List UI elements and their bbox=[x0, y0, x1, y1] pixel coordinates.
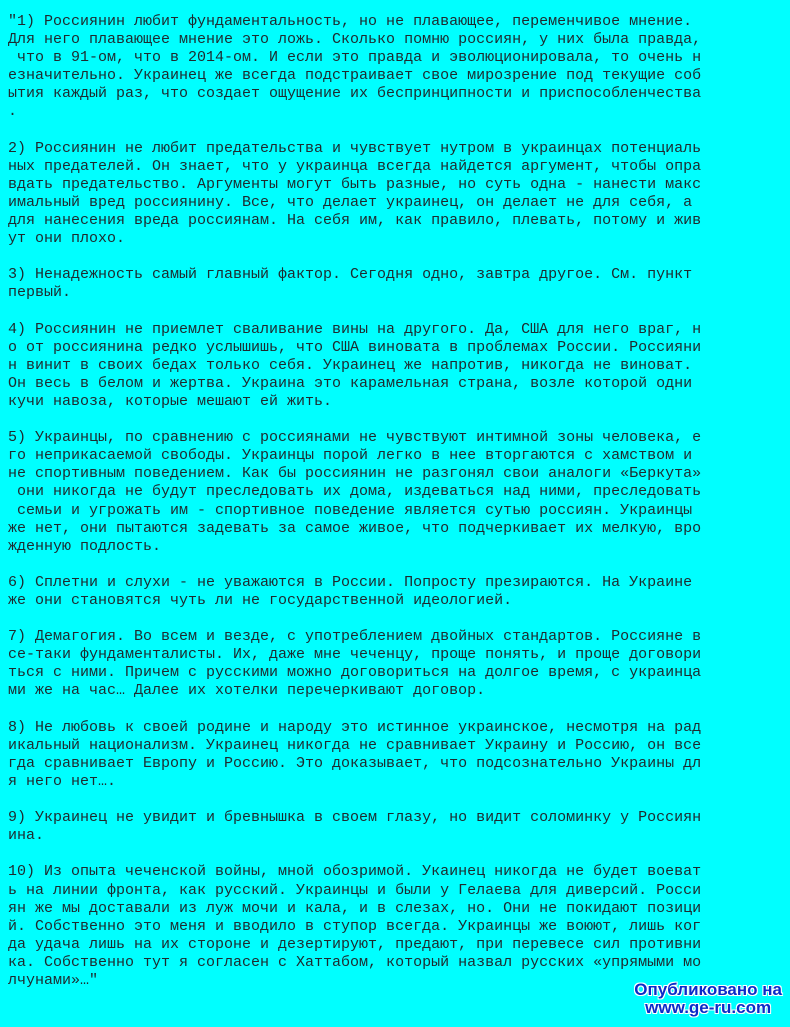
text-line: езначительно. Украинец же всегда подстраивает свое мирозрение под текущие соб bbox=[8, 67, 702, 85]
text-line: ка. Собственно тут я согласен с Хаттабом, который назвал русских «упрямыми мо bbox=[8, 953, 702, 971]
paragraph bbox=[8, 574, 782, 610]
text-line: гда сравнивает Европу и Россию. Это доказывает, что подсознательно Украины дл bbox=[8, 754, 702, 772]
paragraph bbox=[8, 266, 782, 302]
paragraph bbox=[8, 429, 782, 556]
text-line: 3) Ненадежность самый главный фактор. Сегодня одно, завтра другое. См. пункт bbox=[8, 266, 693, 284]
text-line: ина. bbox=[8, 827, 45, 845]
text-line: ут они плохо. bbox=[8, 230, 126, 248]
text-line: 5) Украинцы, по сравнению с россиянами не чувствуют интимной зоны человека, е bbox=[8, 429, 702, 447]
publication-watermark bbox=[634, 981, 782, 1017]
text-line: 6) Сплетни и слухи - не уважаются в России. Попросту презираются. На Украине bbox=[8, 573, 693, 591]
paragraph bbox=[8, 809, 782, 845]
text-line: ь на линии фронта, как русский. Украинцы и были у Гелаева для диверсий. Росси bbox=[8, 881, 702, 899]
document-body bbox=[8, 13, 782, 1008]
text-line: же они становятся чуть ли не государственной идеологией. bbox=[8, 592, 513, 609]
text-line: лчунами»…" bbox=[8, 971, 99, 989]
text-line: же нет, они пытаются задевать за самое живое, что подчеркивает их мелкую, вро bbox=[8, 519, 702, 537]
paragraph bbox=[8, 140, 782, 249]
text-line: жденную подлость. bbox=[8, 537, 162, 555]
text-line: Для него плавающее мнение это ложь. Сколько помню россиян, у них была правда, bbox=[8, 31, 702, 49]
text-line: что в 91-ом, что в 2014-ом. И если это правда и эволюционировала, то очень н bbox=[8, 49, 702, 67]
text-line: ытия каждый раз, что создает ощущение их беспринципности и приспособленчества bbox=[8, 85, 702, 103]
text-line: . bbox=[8, 103, 18, 121]
text-line: первый. bbox=[8, 284, 72, 302]
text-line: о от россиянина редко услышишь, что США виновата в проблемах России. Россияни bbox=[8, 338, 702, 356]
watermark-caption: Опубликовано на bbox=[634, 980, 782, 999]
text-line: имальный вред россиянину. Все, что делает украинец, он делает не для себя, а bbox=[8, 193, 693, 211]
text-line: я него нет…. bbox=[8, 772, 117, 790]
text-line: да удача лишь на их стороне и дезертируют, предают, при перевесе сил противни bbox=[8, 935, 702, 953]
paragraph bbox=[8, 863, 782, 990]
paragraph bbox=[8, 321, 782, 411]
text-line: 2) Россиянин не любит предательства и чувствует нутром в украинцах потенциаль bbox=[8, 139, 702, 157]
text-line: не спортивным поведением. Как бы россиянин не разгонял свои аналоги «Беркута» bbox=[8, 465, 702, 483]
text-line: 9) Украинец не увидит и бревнышка в своем глазу, но видит соломинку у Россиян bbox=[8, 809, 702, 827]
text-line: 10) Из опыта чеченской войны, мной обозримой. Укаинец никогда не будет воеват bbox=[8, 863, 702, 881]
text-line: семьи и угрожать им - спортивное поведение является сутью россиян. Украинцы bbox=[8, 501, 693, 519]
text-line: ных предателей. Он знает, что у украинца всегда найдется аргумент, чтобы опра bbox=[8, 157, 702, 175]
paragraph bbox=[8, 719, 782, 791]
text-line: ян же мы доставали из луж мочи и кала, и в слезах, но. Они не покидают позици bbox=[8, 899, 702, 917]
text-line: "1) Россиянин любит фундаментальность, но не плавающее, переменчивое мнение. bbox=[8, 13, 693, 30]
text-line: го неприкасаемой свободы. Украинцы порой легко в нее вторгаются с хамством и bbox=[8, 447, 693, 465]
text-line: для нанесения вреда россиянам. На себя им, как правило, плевать, потому и жив bbox=[8, 212, 702, 230]
text-line: вдать предательство. Аргументы могут быть разные, но суть одна - нанести макс bbox=[8, 175, 702, 193]
paragraph bbox=[8, 628, 782, 700]
text-line: кучи навоза, которые мешают ей жить. bbox=[8, 392, 333, 410]
text-line: 8) Не любовь к своей родине и народу это истинное украинское, несмотря на рад bbox=[8, 718, 702, 736]
text-line: н винит в своих бедах только себя. Украинец же напротив, никогда не виноват. bbox=[8, 356, 693, 374]
text-line: Он весь в белом и жертва. Украина это карамельная страна, возле которой одни bbox=[8, 374, 693, 392]
text-line: икальный национализм. Украинец никогда не сравнивает Украину и Россию, он все bbox=[8, 736, 702, 754]
text-line: 7) Демагогия. Во всем и везде, с употреблением двойных стандартов. Россияне в bbox=[8, 628, 702, 646]
text-line: се-таки фундаменталисты. Их, даже мне чеченцу, проще понять, и проще договори bbox=[8, 646, 702, 664]
text-line: ться с ними. Причем с русскими можно договориться на долгое время, с украинца bbox=[8, 664, 702, 682]
text-line: й. Собственно это меня и вводило в ступор всегда. Украинцы же воюют, лишь ког bbox=[8, 917, 702, 935]
text-line: они никогда не будут преследовать их дома, издеваться над ними, преследовать bbox=[8, 483, 702, 501]
text-line: ми же на час… Далее их хотелки перечеркивают договор. bbox=[8, 682, 486, 700]
text-line: 4) Россиянин не приемлет сваливание вины на другого. Да, США для него враг, н bbox=[8, 320, 702, 338]
paragraph bbox=[8, 13, 782, 122]
watermark-site: www.ge-ru.com bbox=[645, 998, 772, 1017]
